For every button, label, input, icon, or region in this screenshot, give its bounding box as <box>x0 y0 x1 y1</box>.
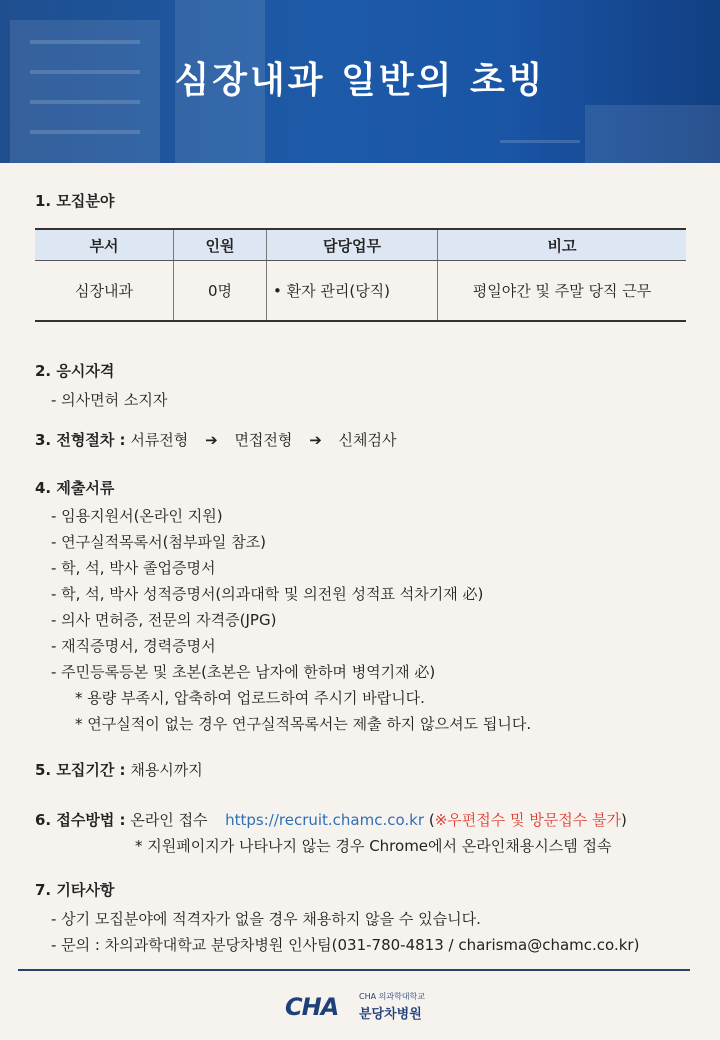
warning-text: ※우편접수 및 방문접수 불가 <box>434 811 621 829</box>
recruit-site-link[interactable]: https://recruit.chamc.co.kr <box>225 811 425 829</box>
process-step-1: 서류전형 <box>130 431 189 449</box>
footer-divider <box>18 969 690 971</box>
main-content <box>35 190 690 958</box>
cell-count: 0명 <box>174 261 267 322</box>
table-header-row <box>35 229 686 261</box>
note-item: * 용량 부족시, 압축하여 업로드하여 주시기 바랍니다. <box>75 689 425 707</box>
cell-note: 평일야간 및 주말 당직 근무 <box>438 261 687 322</box>
window-decoration <box>500 140 580 143</box>
method-note: * 지원페이지가 나타나지 않는 경우 Chrome에서 온라인채용시스템 접속 <box>135 837 612 855</box>
list-item: - 상기 모집분야에 적격자가 없을 경우 채용하지 않을 수 있습니다. <box>51 910 481 928</box>
section-title-period: 5. 모집기간 : <box>35 761 126 779</box>
logo-subtitle: CHA 의과학대학교 <box>359 992 425 1001</box>
list-item: - 재직증명서, 경력증명서 <box>51 637 216 655</box>
list-item: - 의사 면허증, 전문의 자격증(JPG) <box>51 611 277 629</box>
building-decoration <box>585 105 720 163</box>
list-item: - 학, 석, 박사 성적증명서(의과대학 및 의전원 성적표 석차기재 必) <box>51 585 484 603</box>
list-item: - 의사면허 소지자 <box>51 391 168 409</box>
page-title: 심장내과 일반의 초빙 <box>174 60 546 101</box>
table-row <box>35 261 686 322</box>
process-step-3: 신체검사 <box>338 431 397 449</box>
table-header-dept: 부서 <box>35 229 174 261</box>
paren-close: ) <box>620 811 627 829</box>
window-decoration <box>30 40 140 44</box>
section-title-documents: 4. 제출서류 <box>35 479 115 497</box>
cell-duty: • 환자 관리(당직) <box>267 261 438 322</box>
list-item: - 문의 : 차의과학대학교 분당차병원 인사팀(031-780-4813 / charisma@chamc.co.kr) <box>51 936 640 954</box>
section-title-method: 6. 접수방법 : <box>35 811 126 829</box>
section-title-other: 7. 기타사항 <box>35 881 115 899</box>
list-item: - 임용지원서(온라인 지원) <box>51 507 223 525</box>
hospital-logo <box>285 988 435 1028</box>
logo-mark: CHA <box>285 993 339 1021</box>
table-header-note: 비고 <box>438 229 687 261</box>
selection-process <box>35 427 690 453</box>
table-header-duty: 담당업무 <box>267 229 438 261</box>
logo-hospital-name: 분당차병원 <box>359 1007 422 1022</box>
section-title-recruit-field: 1. 모집분야 <box>35 192 115 210</box>
method-value: 온라인 접수 <box>130 811 208 829</box>
window-decoration <box>30 130 140 134</box>
arrow-right-icon: ➔ <box>205 431 218 449</box>
table-header-count: 인원 <box>174 229 267 261</box>
recruit-period <box>35 757 690 783</box>
list-item: - 연구실적목록서(첨부파일 참조) <box>51 533 267 551</box>
section-title-qualification: 2. 응시자격 <box>35 362 115 380</box>
cell-dept: 심장내과 <box>35 261 174 322</box>
list-item: - 학, 석, 박사 졸업증명서 <box>51 559 216 577</box>
recruit-table <box>35 228 686 322</box>
period-value: 채용시까지 <box>130 761 203 779</box>
process-step-2: 면접전형 <box>234 431 293 449</box>
section-title-process: 3. 전형절차 : <box>35 431 126 449</box>
paren-open: ( <box>428 811 435 829</box>
arrow-right-icon: ➔ <box>309 431 322 449</box>
application-method <box>35 807 690 833</box>
note-item: * 연구실적이 없는 경우 연구실적목록서는 제출 하지 않으셔도 됩니다. <box>75 715 532 733</box>
header-banner <box>0 0 720 163</box>
list-item: - 주민등록등본 및 초본(초본은 남자에 한하며 병역기재 必) <box>51 663 436 681</box>
